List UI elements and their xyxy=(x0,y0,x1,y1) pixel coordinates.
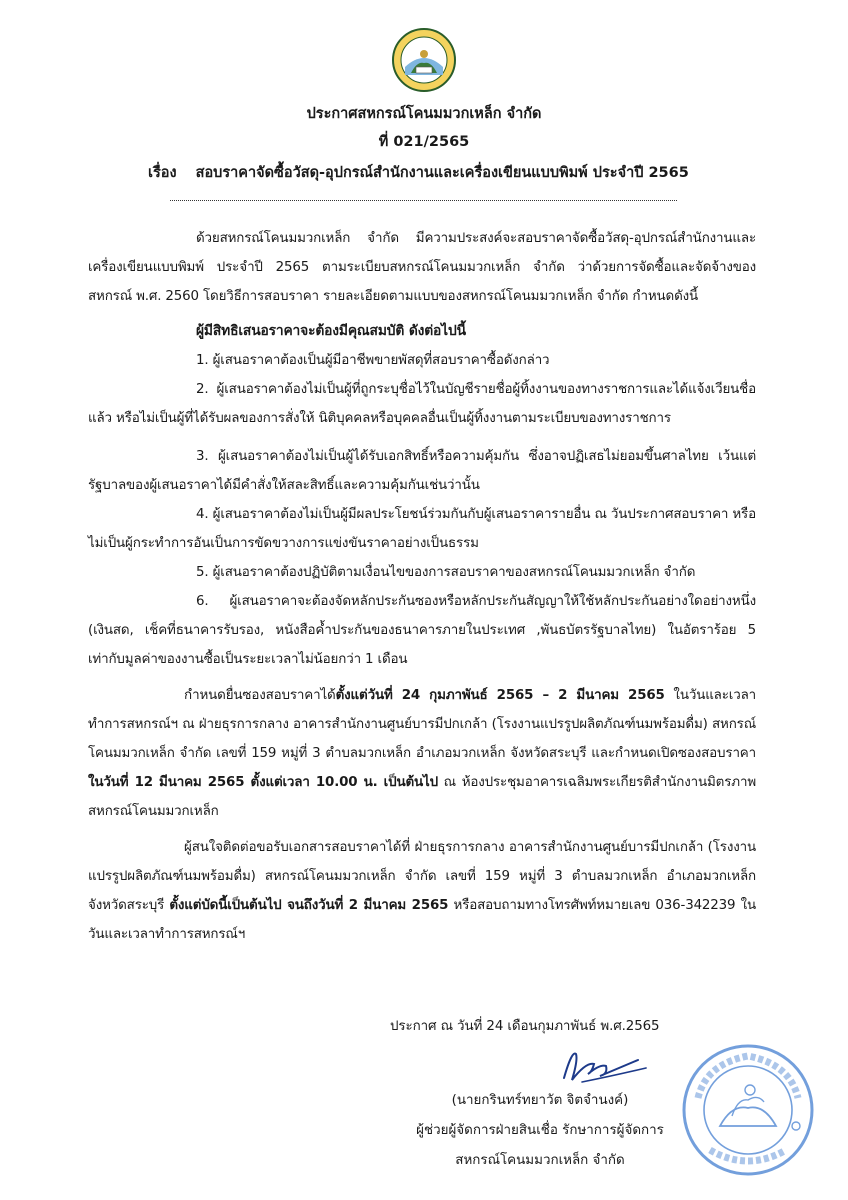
subject-text: สอบราคาจัดซื้อวัสดุ-อุปกรณ์สำนักงานและเครื่องเขียนแบบพิมพ์ ประจำปี 2565 xyxy=(195,165,689,181)
announcement-number: ที่ 021/2565 xyxy=(378,134,470,150)
signatory-block xyxy=(400,1086,680,1176)
submission-paragraph xyxy=(88,681,756,826)
announcement-title: ประกาศสหกรณ์โคนมมวกเหล็ก จำกัด xyxy=(306,106,542,122)
signatory-organization: สหกรณ์โคนมมวกเหล็ก จำกัด xyxy=(455,1153,625,1168)
qualification-item-2: 2. ผู้เสนอราคาต้องไม่เป็นผู้ที่ถูกระบุชื่อไว้ในบัญชีรายชื่อผู้ทิ้งงานของทางราชการและได้แจ้งเวียนชื่อแล้ว หรือไม่เป็นผู้ที่ได้รับผลของการสั่งให้ นิติบุคคลหรือบุคคลอื่นเป็นผู้ทิ้งงานตามระเบียบของทางราชการ xyxy=(88,382,756,426)
qualification-item-1: 1. ผู้เสนอราคาต้องเป็นผู้มีอาชีพขายพัสดุที่สอบราคาซื้อดังกล่าว xyxy=(196,353,550,368)
qualification-item-5: 5. ผู้เสนอราคาต้องปฏิบัติตามเงื่อนไขของการสอบราคาของสหกรณ์โคนมมวกเหล็ก จำกัด xyxy=(196,565,696,580)
qualifications-heading: ผู้มีสิทธิเสนอราคาจะต้องมีคุณสมบัติ ดังต่อไปนี้ xyxy=(196,323,466,339)
announcement-body xyxy=(88,224,756,949)
submission-period: ตั้งแต่วันที่ 24 กุมภาพันธ์ 2565 – 2 มีนาคม 2565 xyxy=(335,688,665,703)
cooperative-stamp-icon xyxy=(680,1042,816,1178)
submission-text-3: ณ ห้องประชุมอาคารเฉลิมพระเกียรติสำนักงานมิตรภาพ สหกรณ์โคนมมวกเหล็ก xyxy=(88,775,756,819)
signatory-position: ผู้ช่วยผู้จัดการฝ่ายสินเชื่อ รักษาการผู้จัดการ xyxy=(416,1123,664,1138)
subject-label: เรื่อง xyxy=(148,165,177,181)
announcement-date: ประกาศ ณ วันที่ 24 เดือนกุมภาพันธ์ พ.ศ.2565 xyxy=(390,1019,660,1034)
contact-paragraph xyxy=(88,833,756,949)
dotted-divider xyxy=(170,200,677,201)
submission-text-2: ในวันและเวลาทำการสหกรณ์ฯ ณ ฝ่ายธุรการกลาง อาคารสำนักงานศูนย์บารมีปกเกล้า (โรงงานแปรรูปผลิตภัณฑ์นมพร้อมดื่ม) สหกรณ์โคนมมวกเหล็ก จำกัด เลขที่ 159 หมู่ที่ 3 ตำบลมวกเหล็ก อำเภอมวกเหล็ก จังหวัดสระบุรี และกำหนดเปิดซองสอบราคา xyxy=(88,688,756,761)
spacer xyxy=(88,826,756,833)
qualification-item-3: 3. ผู้เสนอราคาต้องไม่เป็นผู้ได้รับเอกสิทธิ์หรือความคุ้มกัน ซึ่งอาจปฏิเสธไม่ยอมขึ้นศาลไทย เว้นแต่รัฐบาลของผู้เสนอราคาได้มีคำสั่งให้สละสิทธิ์และความคุ้มกันเช่นว่านั้น xyxy=(88,449,756,493)
contact-text-1: ผู้สนใจติดต่อขอรับเอกสารสอบราคาได้ที่ ฝ่ายธุรการกลาง อาคารสำนักงานศูนย์บารมีปกเกล้า (โรงงานแปรรูปผลิตภัณฑ์นมพร้อมดื่ม) สหกรณ์โคนมมวกเหล็ก จำกัด เลขที่ 159 หมู่ที่ 3 ตำบลมวกเหล็ก อำเภอมวกเหล็ก จังหวัดสระบุรี xyxy=(88,840,756,913)
spacer xyxy=(88,433,756,442)
opening-date: ในวันที่ 12 มีนาคม 2565 ตั้งแต่เวลา 10.00 น. เป็นต้นไป xyxy=(88,775,438,790)
cooperative-seal-logo-icon xyxy=(391,27,457,93)
qualification-item-6: 6. ผู้เสนอราคาจะต้องจัดหลักประกันซองหรือหลักประกันสัญญาให้ใช้หลักประกันอย่างใดอย่างหนึ่ง (เงินสด, เช็คที่ธนาคารรับรอง, หนังสือค้ำประกันของธนาคารภายในประเทศ ,พันธบัตรรัฐบาลไทย) ในอัตราร้อย 5 เท่ากับมูลค่าของงานซื้อเป็นระยะเวลาไม่น้อยกว่า 1 เดือน xyxy=(88,594,756,667)
signatory-name: (นายกรินทร์ทยาวัต จิตจำนงค์) xyxy=(451,1093,629,1108)
document-period: ตั้งแต่บัดนี้เป็นต้นไป จนถึงวันที่ 2 มีนาคม 2565 xyxy=(169,898,449,913)
contact-text-2: หรือสอบถามทางโทรศัพท์หมายเลข 036-342239 ในวันและเวลาทำการสหกรณ์ฯ xyxy=(88,898,756,942)
spacer xyxy=(88,674,756,681)
handwritten-signature-icon xyxy=(542,1040,652,1092)
intro-paragraph: ด้วยสหกรณ์โคนมมวกเหล็ก จำกัด มีความประสงค์จะสอบราคาจัดซื้อวัสดุ-อุปกรณ์สำนักงานและเครื่องเขียนแบบพิมพ์ ประจำปี 2565 ตามระเบียบสหกรณ์โคนมมวกเหล็ก จำกัด ว่าด้วยการจัดซื้อและจัดจ้างของสหกรณ์ พ.ศ. 2560 โดยวิธีการสอบราคา รายละเอียดตามแบบของสหกรณ์โคนมมวกเหล็ก จำกัด กำหนดดังนี้ xyxy=(88,231,756,304)
qualification-item-4: 4. ผู้เสนอราคาต้องไม่เป็นผู้มีผลประโยชน์ร่วมกันกับผู้เสนอราคารายอื่น ณ วันประกาศสอบราคา หรือไม่เป็นผู้กระทำการอันเป็นการขัดขวางการแข่งขันราคาอย่างเป็นธรรม xyxy=(88,507,756,551)
subject-line xyxy=(148,163,689,183)
submission-text-1: กำหนดยื่นซองสอบราคาได้ xyxy=(184,688,336,703)
